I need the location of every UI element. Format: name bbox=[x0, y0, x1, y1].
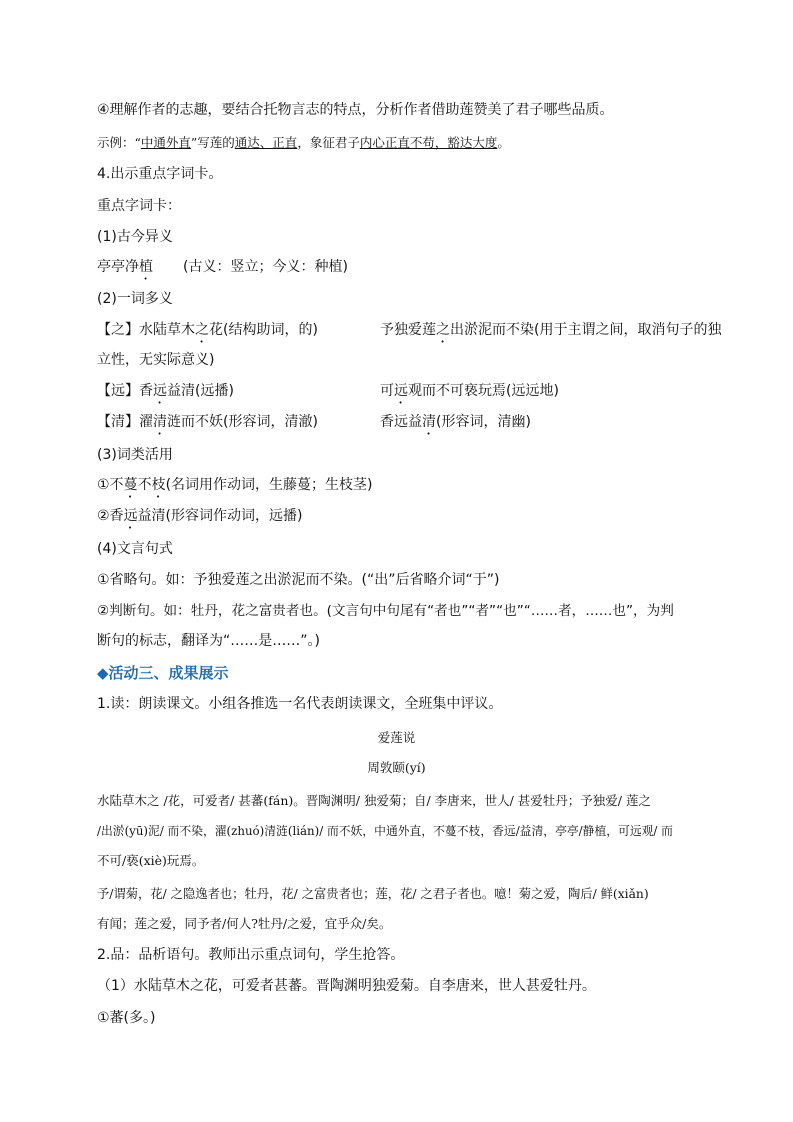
step-line: 1.读：朗读课文。小组各推选一名代表朗读课文，全班集中评议。 bbox=[97, 696, 503, 712]
vocab-line: 亭亭净植 (古义：竖立；今义：种植) bbox=[97, 259, 348, 275]
card-title: 重点字词卡： bbox=[97, 198, 181, 214]
answer-line: ①蕃(多。) bbox=[97, 1010, 156, 1026]
sentence-pattern-line: ①省略句。如：予独爱莲之出淤泥而不染。(“出”后省略介词“于”) bbox=[97, 572, 500, 588]
objective-line: ④理解作者的志趣，要结合托物言志的特点，分析作者借助莲赞美了君子哪些品质。 bbox=[97, 102, 614, 118]
section-heading: (2)一词多义 bbox=[97, 291, 173, 307]
poem-title: 爱莲说 bbox=[377, 730, 416, 745]
poem-line: 水陆草木之 /花，可爱者/ 甚蕃(fán)。晋陶渊明/ 独爱菊；自/ 李唐来，世人/ 甚爱牡丹；予独爱/ 莲之 bbox=[97, 793, 651, 808]
vocab-line: 【之】水陆草木之花(结构助词，的) bbox=[97, 322, 318, 338]
section-heading: (1)古今异义 bbox=[97, 229, 173, 245]
poem-line: 予/谓菊，花/ 之隐逸者也；牡丹，花/ 之富贵者也；莲，花/ 之君子者也。噫！菊之爱，陶后/ 鲜(xiǎn) bbox=[97, 887, 649, 901]
poem-line: 有闻；莲之爱，同予者/何人?牡丹/之爱，宜乎众/矣。 bbox=[97, 916, 392, 931]
vocab-line: 可远观而不可亵玩焉(远远地) bbox=[380, 383, 559, 399]
vocab-line: 立性，无实际意义) bbox=[97, 352, 215, 368]
section-heading: (3)词类活用 bbox=[97, 447, 173, 463]
vocab-line: ①不蔓不枝(名词用作动词，生藤蔓；生枝茎) bbox=[97, 477, 373, 493]
example-line: 示例：“中通外直”写莲的通达、正直，象征君子内心正直不苟，豁达大度。 bbox=[97, 135, 510, 150]
section-heading: (4)文言句式 bbox=[97, 541, 173, 557]
activity-heading: ◆活动三、成果展示 bbox=[97, 664, 229, 682]
poem-line: 不可/亵(xiè)玩焉。 bbox=[97, 853, 205, 868]
vocab-line: 【清】濯清涟而不妖(形容词，清澈) bbox=[97, 414, 318, 430]
poem-line: /出淤(yū)泥/ 而不染，濯(zhuó)清涟(lián)/ 而不妖，中通外直，不蔓不枝，香远/益清，亭亭/静植，可远观/ 而 bbox=[97, 824, 673, 838]
question-line: （1）水陆草木之花，可爱者甚蕃。晋陶渊明独爱菊。自李唐来，世人甚爱牡丹。 bbox=[97, 978, 596, 994]
poem-author: 周敦颐(yí) bbox=[367, 760, 426, 775]
sentence-pattern-line: 断句的标志，翻译为“……是……”。) bbox=[97, 633, 320, 649]
vocab-line: ②香远益清(形容词作动词，远播) bbox=[97, 508, 303, 524]
step-heading: 4.出示重点字词卡。 bbox=[97, 166, 223, 182]
vocab-line: 【远】香远益清(远播) bbox=[97, 383, 234, 399]
sentence-pattern-line: ②判断句。如：牡丹，花之富贵者也。(文言句中句尾有“者也”“者”“也”“……者，……也”，为判 bbox=[97, 603, 674, 619]
vocab-line: 香远益清(形容词，清幽) bbox=[380, 414, 531, 430]
vocab-line: 予独爱莲之出淤泥而不染(用于主谓之间，取消句子的独 bbox=[380, 322, 722, 338]
step-line: 2.品：品析语句。教师出示重点词句，学生抢答。 bbox=[97, 947, 405, 963]
